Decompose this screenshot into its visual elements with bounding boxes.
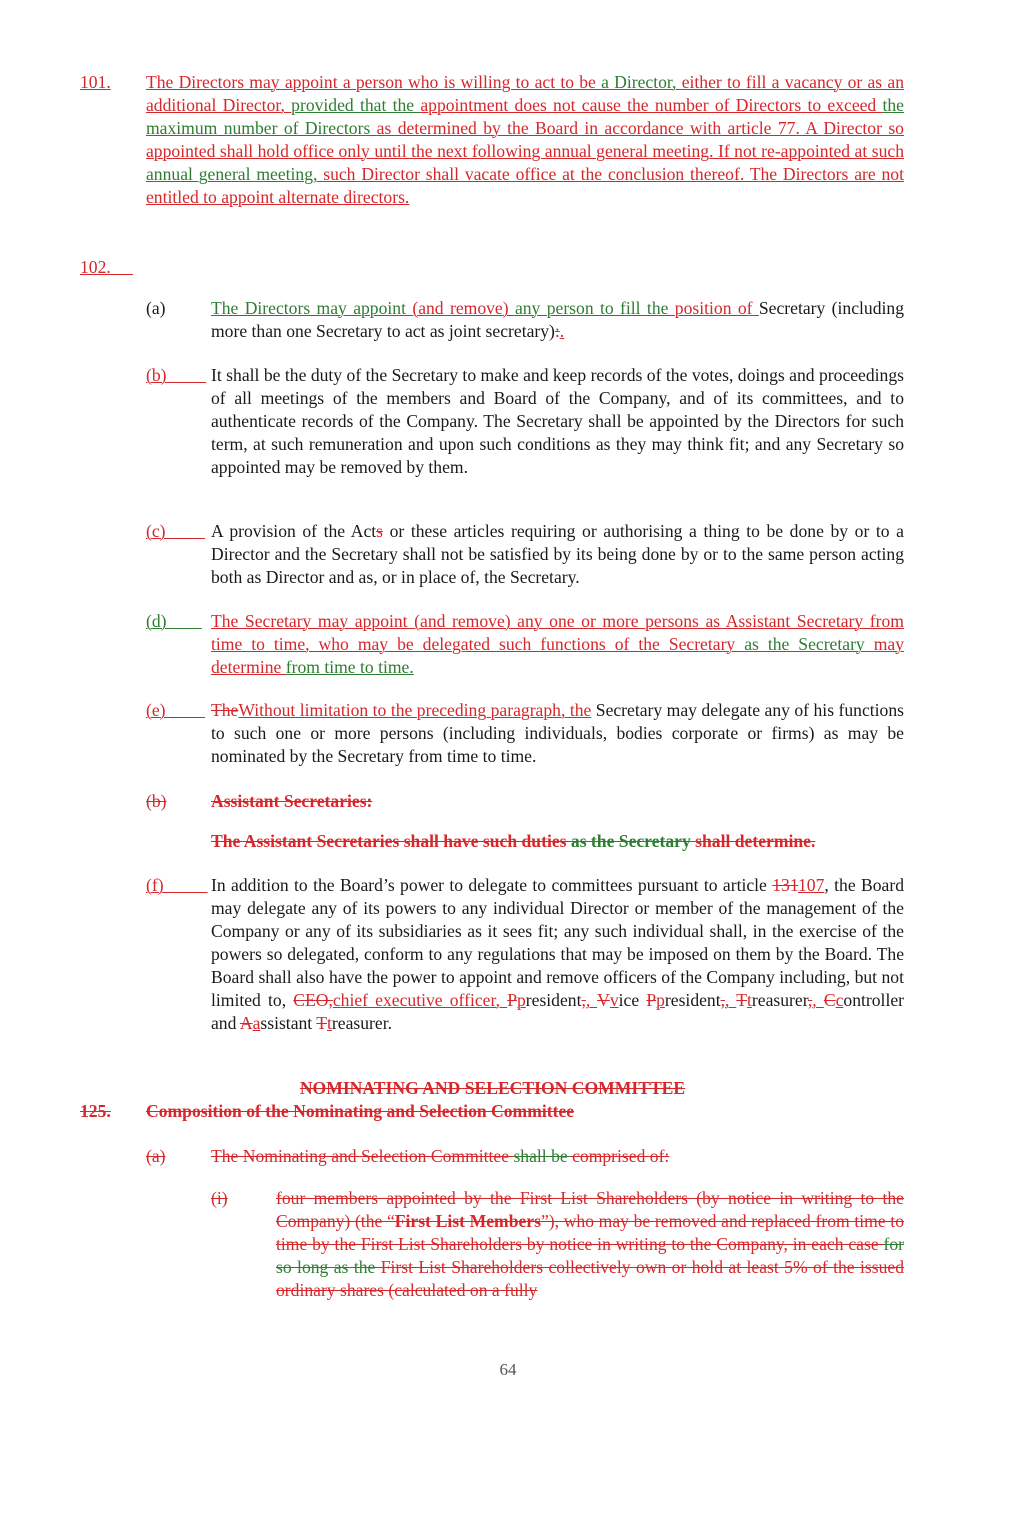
a102-c-text: [211, 520, 904, 589]
article-125-number: 125.: [80, 1101, 111, 1121]
deleted-b-t2: as the Secretary: [570, 831, 696, 851]
ci-t4: for so long as the: [276, 1234, 904, 1277]
f-t18: ,: [720, 990, 726, 1010]
f-t20: T: [736, 990, 748, 1010]
a102-c-t2: s: [376, 521, 384, 541]
committee-a-label: (a): [146, 1146, 166, 1166]
a102-a-label: (a): [146, 298, 166, 318]
f-t5: CEO,: [293, 990, 333, 1010]
ca-t1: The Nominating and Selection Committee: [211, 1146, 514, 1166]
a102-e-label-text: (e): [146, 700, 166, 720]
f-t19: ,: [725, 990, 737, 1010]
a101-t9: such Director shall vacate office at the conclusion thereof. The Directors are not entitled to appoint alternate directors.: [146, 164, 904, 207]
f-t16: p: [656, 990, 665, 1010]
f-t33: reasurer.: [331, 1013, 392, 1033]
a101-t5: appointment does not cause the number of Directors to exceed: [420, 95, 883, 115]
deleted-b-heading: Assistant Secretaries:: [211, 791, 373, 811]
ci-t3: ”), who may be removed and replaced from time to time by the First List Shareholders by notice in writing to the Company, in each case: [276, 1211, 904, 1254]
f-t15: P: [646, 990, 657, 1010]
deleted-b-text: [211, 830, 904, 853]
ca-t2: shall be: [513, 1146, 573, 1166]
a102-e-text: [211, 699, 904, 768]
a102-d-t2: as the Secretary: [744, 634, 874, 654]
f-t14: ice: [618, 990, 647, 1010]
committee-title: NOMINATING AND SELECTION COMMITTEE: [299, 1078, 686, 1098]
f-t29: a: [252, 1013, 261, 1033]
f-t31: T: [316, 1013, 328, 1033]
f-t9: resident: [525, 990, 582, 1010]
committee-i-label: (i): [211, 1188, 228, 1208]
a102-a-t2: (and remove): [412, 298, 515, 318]
f-t3: 107: [797, 875, 825, 895]
a102-num: 102.: [80, 257, 111, 277]
f-t7: P: [507, 990, 517, 1010]
a102-e-t1: The: [211, 700, 239, 720]
a102-b-label: [146, 364, 206, 387]
a102-b-text: It shall be the duty of the Secretary to make and keep records of the votes, doings and proceedings of all meetings of the members and Board of the Company, and of its committees, and to authenticate records of the Company. The Secretary shall be appointed by the Directors for such term, at such remuneration and upon such conditions as they may think fit; and any Secretary so appointed may be removed by them.: [211, 365, 904, 477]
f-t27: ontroller and: [211, 990, 905, 1033]
a102-b-label-text: (b): [146, 365, 167, 385]
f-t24: ,: [812, 990, 824, 1010]
f-t28: A: [239, 1013, 253, 1033]
a102-f-label-text: (f): [146, 875, 164, 895]
a102-a-t7: .: [559, 321, 565, 341]
f-t22: reasurer: [751, 990, 808, 1010]
f-t26: c: [835, 990, 844, 1010]
f-t10: ,: [581, 990, 586, 1010]
a101-t1: The Directors may appoint a person who is willing to act to be: [146, 72, 602, 92]
ca-t3: comprised of:: [572, 1146, 670, 1166]
a102-a-text: [211, 297, 904, 343]
a102-a-t3: any person to fill the: [514, 298, 675, 318]
f-t1: In addition to the Board’s power to delegate to committees pursuant to article: [211, 875, 773, 895]
f-t8: p: [516, 990, 526, 1010]
a102-a-t5: Secretary (including more than one Secretary to act as joint secretary): [211, 298, 904, 341]
article-101-number: 101.: [80, 72, 111, 92]
f-t6: chief executive officer,: [332, 990, 508, 1010]
f-t12: V: [597, 990, 610, 1010]
ci-t1: four members appointed by the First List Shareholders (by notice in writing to the Company) (the “: [276, 1188, 904, 1231]
a102-c-label-text: (c): [146, 521, 166, 541]
f-t13: v: [609, 990, 619, 1010]
a102-c-t1: A provision of the Act: [211, 521, 377, 541]
a102-d-label: [146, 610, 202, 633]
f-t2: 131: [772, 875, 798, 895]
committee-heading: Composition of the Nominating and Selection Committee: [146, 1101, 575, 1121]
f-t30: ssistant: [260, 1013, 317, 1033]
a102-c-label: [146, 520, 205, 543]
deleted-b-t1: The Assistant Secretaries shall have such duties: [211, 831, 571, 851]
f-t11: ,: [585, 990, 598, 1010]
deleted-b-label: (b): [146, 791, 167, 811]
deleted-b-t3: shall determine.: [695, 831, 816, 851]
a102-a-t6: :: [554, 321, 560, 341]
ci-t2: First List Members: [394, 1211, 541, 1231]
a102-a-t4: position of: [674, 298, 759, 318]
a102-d-text: [211, 610, 904, 679]
page-number: 64: [499, 1360, 517, 1379]
f-t32: t: [327, 1013, 332, 1033]
a101-t2: a Director,: [601, 72, 682, 92]
f-t23: ,: [807, 990, 813, 1010]
a101-t3: either to fill a vacancy or as an additional Director,: [146, 72, 904, 115]
f-t21: t: [747, 990, 752, 1010]
ci-t5: First List Shareholders collectively own or hold at least 5% of the issued ordinary shares (calculated on a fully: [276, 1257, 904, 1300]
a101-t8: annual general meeting,: [146, 164, 324, 184]
a102-c-t3: or these articles requiring or authorising a thing to be done by or to a Director and the Secretary shall not be satisfied by its being done by or to the same person acting both as Director and as, or in place of, the Secretary.: [211, 521, 904, 587]
a102-d-t1: The Secretary may appoint (and remove) any one or more persons as Assistant Secretary from time to time, who may be delegated such functions of the Secretary: [211, 611, 904, 654]
a102-e-t3: Secretary may delegate any of his functions to such one or more persons (including individuals, bodies corporate or firms) as may be nominated by the Secretary from time to time.: [211, 700, 904, 766]
a102-e-t2: Without limitation to the preceding paragraph, the: [238, 700, 592, 720]
a102-d-t4: from time to time.: [285, 657, 414, 677]
article-101-text: [146, 71, 904, 209]
a102-f-label: [146, 874, 208, 897]
a101-t6: the maximum number of Directors: [146, 95, 904, 138]
a102-d-t3: may determine: [211, 634, 904, 677]
a102-e-label: [146, 699, 205, 722]
a102-f-text: [211, 874, 904, 1035]
a101-t7: as determined by the Board in accordance with article 77. A Director so appointed shall hold office only until the next following annual general meeting. If not re-appointed at such: [146, 118, 904, 161]
f-t4: , the Board may delegate any of its powers to any individual Director or member of the management of the Company or any of its subsidiaries as it sees fit; any such individual shall, in the exercise of the powers so delegated, conform to any regulations that may be imposed on them by the Board. The Board shall also have the power to appoint and remove officers of the Company including, but not limited to,: [211, 875, 904, 1010]
f-t25: C: [823, 990, 836, 1010]
f-t17: resident: [664, 990, 721, 1010]
committee-i-text: [276, 1187, 904, 1302]
a102-a-t1: The Directors may appoint: [211, 298, 413, 318]
committee-a-text: [211, 1145, 904, 1168]
a102-d-label-text: (d): [146, 611, 167, 631]
article-102-number: [80, 256, 133, 279]
a101-t4: provided that the: [291, 95, 421, 115]
